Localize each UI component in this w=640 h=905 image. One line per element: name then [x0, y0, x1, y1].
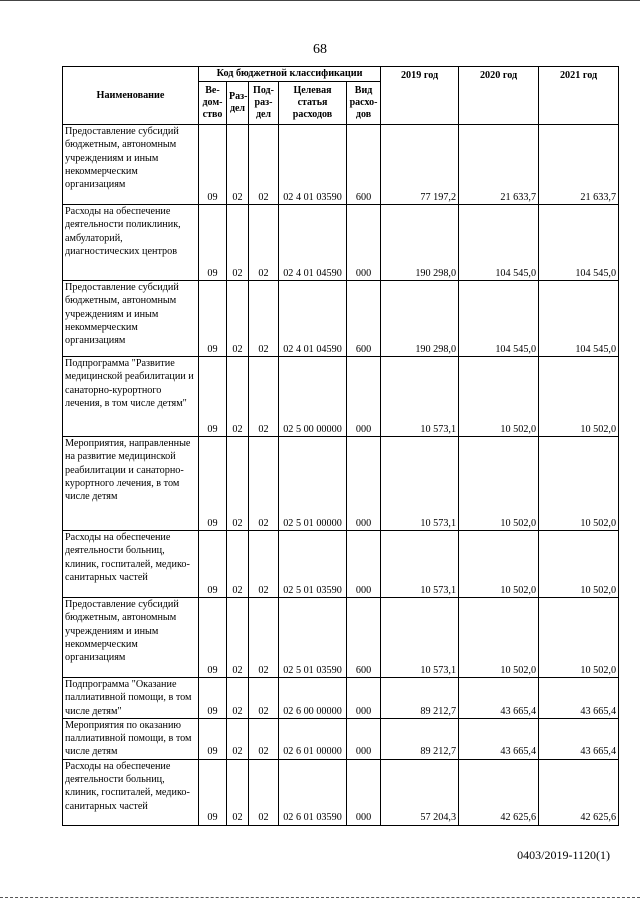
row-2020: 42 625,6: [459, 759, 539, 825]
row-2019: 10 573,1: [381, 357, 459, 437]
row-vid: 000: [347, 718, 381, 759]
row-razdel: 02: [227, 718, 249, 759]
row-vid: 600: [347, 281, 381, 357]
row-vedomstvo: 09: [199, 598, 227, 678]
row-2021: 10 502,0: [539, 437, 619, 531]
row-razdel: 02: [227, 205, 249, 281]
row-podrazdel: 02: [249, 759, 279, 825]
header-name: Наименование: [63, 67, 199, 125]
row-2019: 190 298,0: [381, 281, 459, 357]
row-razdel: 02: [227, 125, 249, 205]
row-vid: 000: [347, 759, 381, 825]
row-name: Подпрограмма "Оказание паллиативной помощи, в том числе детям": [63, 678, 199, 719]
row-podrazdel: 02: [249, 205, 279, 281]
row-2019: 89 212,7: [381, 678, 459, 719]
row-podrazdel: 02: [249, 678, 279, 719]
row-vid: 000: [347, 531, 381, 598]
row-vid: 000: [347, 678, 381, 719]
row-2019: 10 573,1: [381, 437, 459, 531]
budget-table: [62, 66, 619, 826]
row-target: 02 5 01 03590: [279, 598, 347, 678]
row-target: 02 6 01 00000: [279, 718, 347, 759]
row-razdel: 02: [227, 598, 249, 678]
table-row: [63, 718, 619, 759]
table-row: [63, 437, 619, 531]
table-row: [63, 125, 619, 205]
row-name: Предоставление субсидий бюджетным, автономным учреждениям и иным некоммерческим организациям: [63, 125, 199, 205]
row-razdel: 02: [227, 437, 249, 531]
row-name: Мероприятия по оказанию паллиативной помощи, в том числе детям: [63, 718, 199, 759]
row-podrazdel: 02: [249, 281, 279, 357]
row-vedomstvo: 09: [199, 718, 227, 759]
row-2021: 43 665,4: [539, 678, 619, 719]
row-vedomstvo: 09: [199, 759, 227, 825]
row-2021: 104 545,0: [539, 205, 619, 281]
top-scan-rule: [0, 0, 640, 1]
header-code-group: Код бюджетной классификации: [199, 67, 381, 82]
row-2021: 10 502,0: [539, 531, 619, 598]
row-2020: 43 665,4: [459, 718, 539, 759]
row-name: Мероприятия, направленные на развитие медицинской реабилитации и санаторно-курортного лечения, в том числе детям: [63, 437, 199, 531]
row-2020: 10 502,0: [459, 357, 539, 437]
row-2019: 77 197,2: [381, 125, 459, 205]
row-name: Расходы на обеспечение деятельности больниц, клиник, госпиталей, медико-санитарных частей: [63, 531, 199, 598]
document-code: 0403/2019-1120(1): [517, 848, 610, 862]
bottom-scan-rule: [0, 897, 640, 899]
row-2021: 10 502,0: [539, 357, 619, 437]
header-vid: Вид расхо-дов: [347, 82, 381, 125]
row-2020: 21 633,7: [459, 125, 539, 205]
row-2020: 10 502,0: [459, 437, 539, 531]
row-vid: 600: [347, 125, 381, 205]
row-vedomstvo: 09: [199, 125, 227, 205]
row-razdel: 02: [227, 281, 249, 357]
row-2019: 57 204,3: [381, 759, 459, 825]
row-vid: 600: [347, 598, 381, 678]
row-podrazdel: 02: [249, 531, 279, 598]
row-podrazdel: 02: [249, 437, 279, 531]
row-razdel: 02: [227, 531, 249, 598]
table-row: [63, 759, 619, 825]
row-vid: 000: [347, 357, 381, 437]
row-podrazdel: 02: [249, 718, 279, 759]
table-row: [63, 281, 619, 357]
row-name: Предоставление субсидий бюджетным, автономным учреждениям и иным некоммерческим организациям: [63, 598, 199, 678]
table-row: [63, 205, 619, 281]
row-name: Предоставление субсидий бюджетным, автономным учреждениям и иным некоммерческим организациям: [63, 281, 199, 357]
header-2021: 2021 год: [539, 67, 619, 125]
row-2021: 10 502,0: [539, 598, 619, 678]
row-target: 02 4 01 04590: [279, 281, 347, 357]
row-2021: 42 625,6: [539, 759, 619, 825]
row-2021: 43 665,4: [539, 718, 619, 759]
header-razdel: Раз-дел: [227, 82, 249, 125]
table-row: [63, 531, 619, 598]
row-vid: 000: [347, 437, 381, 531]
row-vedomstvo: 09: [199, 281, 227, 357]
row-2021: 21 633,7: [539, 125, 619, 205]
table-row: [63, 678, 619, 719]
row-target: 02 6 01 03590: [279, 759, 347, 825]
row-name: Расходы на обеспечение деятельности поликлиник, амбулаторий, диагностических центров: [63, 205, 199, 281]
row-vedomstvo: 09: [199, 531, 227, 598]
row-razdel: 02: [227, 759, 249, 825]
row-2019: 10 573,1: [381, 531, 459, 598]
row-target: 02 6 00 00000: [279, 678, 347, 719]
row-2020: 10 502,0: [459, 598, 539, 678]
row-2020: 43 665,4: [459, 678, 539, 719]
row-podrazdel: 02: [249, 357, 279, 437]
row-target: 02 4 01 04590: [279, 205, 347, 281]
row-2021: 104 545,0: [539, 281, 619, 357]
row-target: 02 5 01 00000: [279, 437, 347, 531]
row-name: Подпрограмма "Развитие медицинской реабилитации и санаторно-курортного лечения, в том числе детям": [63, 357, 199, 437]
table-row: [63, 357, 619, 437]
row-2020: 104 545,0: [459, 205, 539, 281]
row-2019: 190 298,0: [381, 205, 459, 281]
row-target: 02 5 01 03590: [279, 531, 347, 598]
row-2020: 104 545,0: [459, 281, 539, 357]
row-2019: 89 212,7: [381, 718, 459, 759]
row-razdel: 02: [227, 678, 249, 719]
row-target: 02 5 00 00000: [279, 357, 347, 437]
header-target: Целевая статья расходов: [279, 82, 347, 125]
row-podrazdel: 02: [249, 598, 279, 678]
row-razdel: 02: [227, 357, 249, 437]
header-podrazdel: Под-раз-дел: [249, 82, 279, 125]
row-podrazdel: 02: [249, 125, 279, 205]
page-number: 68: [313, 42, 327, 57]
row-2020: 10 502,0: [459, 531, 539, 598]
row-vedomstvo: 09: [199, 205, 227, 281]
row-vedomstvo: 09: [199, 678, 227, 719]
row-vedomstvo: 09: [199, 357, 227, 437]
row-2019: 10 573,1: [381, 598, 459, 678]
row-target: 02 4 01 03590: [279, 125, 347, 205]
header-2020: 2020 год: [459, 67, 539, 125]
row-vedomstvo: 09: [199, 437, 227, 531]
row-name: Расходы на обеспечение деятельности больниц, клиник, госпиталей, медико-санитарных частей: [63, 759, 199, 825]
header-2019: 2019 год: [381, 67, 459, 125]
table-row: [63, 598, 619, 678]
row-vid: 000: [347, 205, 381, 281]
header-vedomstvo: Ве-дом-ство: [199, 82, 227, 125]
